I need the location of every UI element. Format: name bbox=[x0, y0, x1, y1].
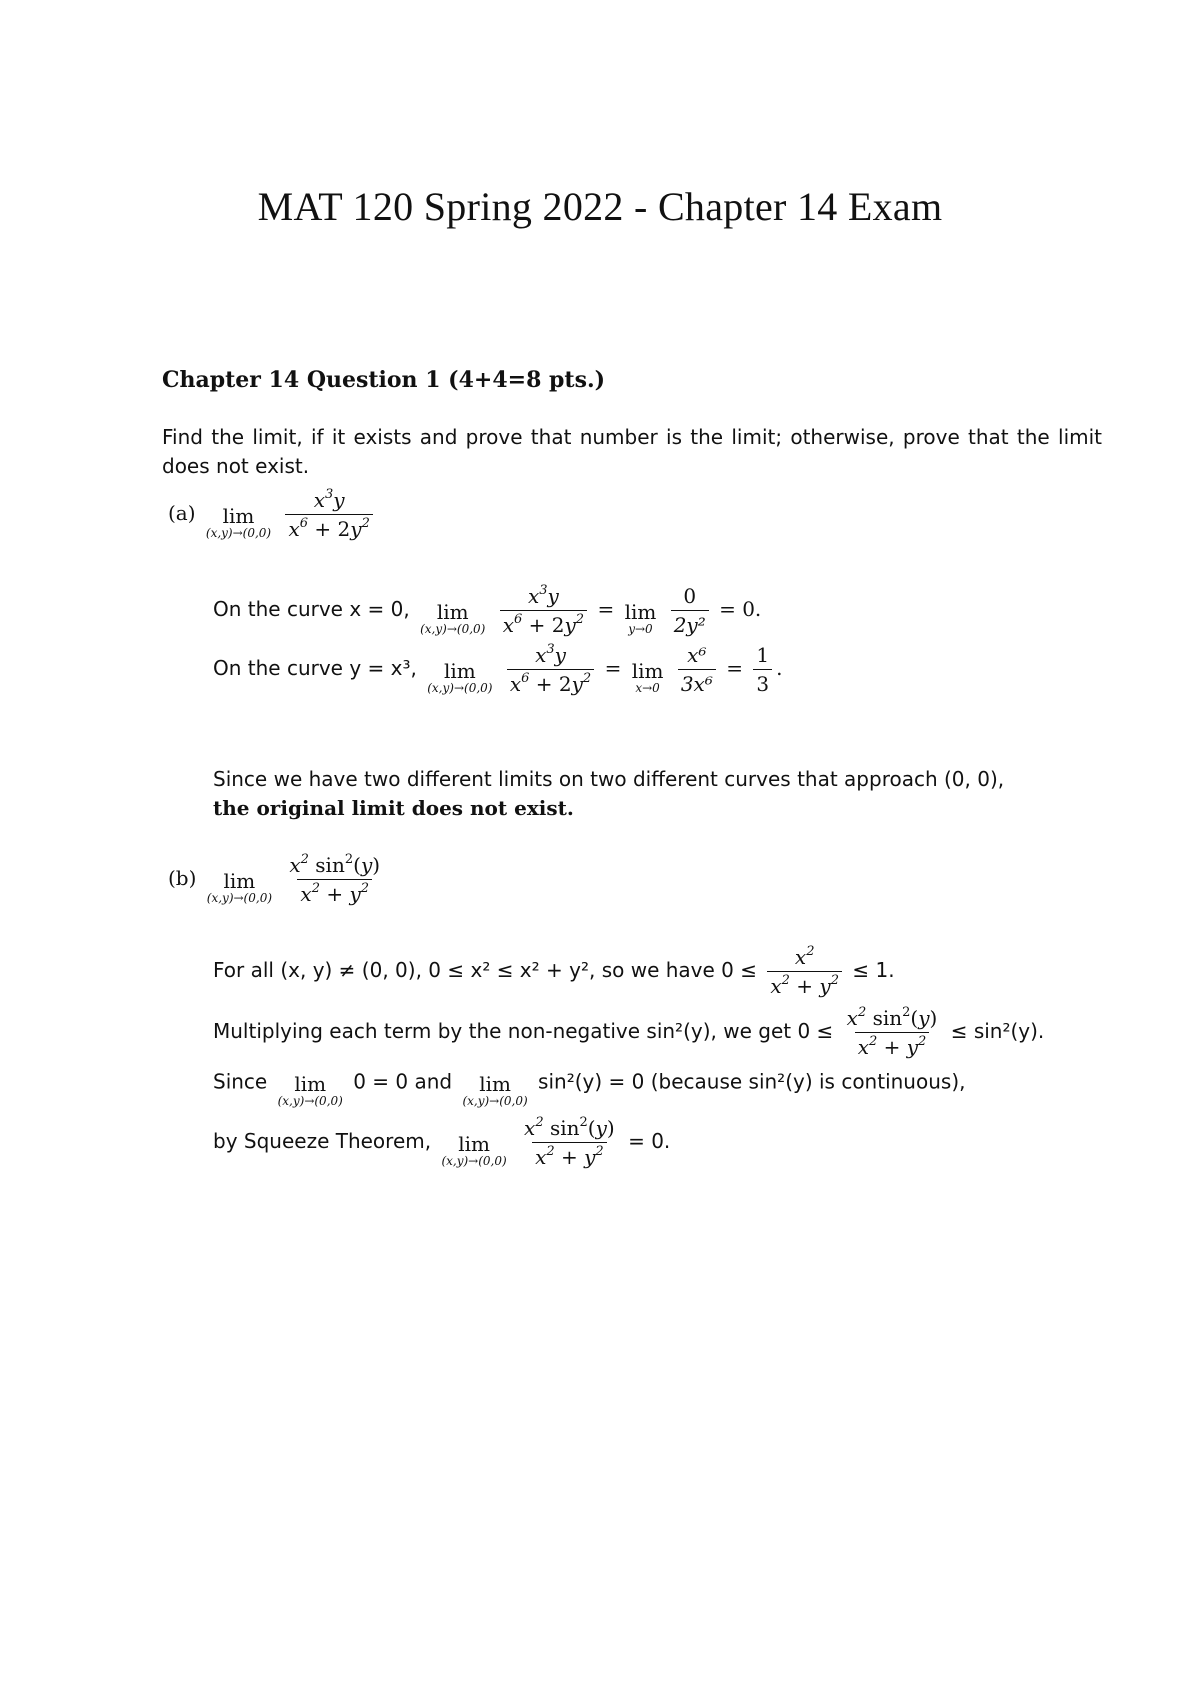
part-b-line2: Multiplying each term by the non-negative sin²(y), we get 0 ≤ $\frac{x^2 \sin^2(y)}{x^2 + y^2}$ ≤ sin²(y). bbox=[213, 1005, 1045, 1059]
part-a-curve1: On the curve x = 0, lim (x,y)→(0,0) $\frac{x^3y}{x^6 + 2y^2}$ = lim y→0 $\frac{0}{\text{2y²}}$ = 0. bbox=[213, 583, 762, 637]
part-a-label: (a) bbox=[168, 501, 196, 525]
part-a-fraction: $\frac{x^3y}{x^6 + 2y^2}$ bbox=[285, 488, 372, 541]
curve1-prefix: On the curve x = 0, bbox=[213, 597, 410, 621]
limit-operator: lim (x,y)→(0,0) bbox=[205, 503, 272, 540]
question-prompt: Find the limit, if it exists and prove that number is the limit; otherwise, prove that the limit does not exist. bbox=[162, 425, 1102, 478]
part-b-statement: (b) lim (x,y)→(0,0) $\frac{x^2 \sin^2(y)}{x^2 + y^2}$ bbox=[168, 852, 381, 906]
part-a-conclusion-1: Since we have two different limits on two different curves that approach (0, 0), bbox=[213, 767, 1005, 791]
part-b-line3: Since lim (x,y)→(0,0) 0 = 0 and lim (x,y)→(0,0) sin²(y) = 0 (because sin²(y) is continuous), bbox=[213, 1069, 966, 1108]
page-title: MAT 120 Spring 2022 - Chapter 14 Exam bbox=[257, 184, 943, 229]
part-a-conclusion-2: the original limit does not exist. bbox=[213, 796, 574, 820]
curve2-prefix: On the curve y = x³, bbox=[213, 656, 417, 680]
part-b-line1: For all (x, y) ≠ (0, 0), 0 ≤ x² ≤ x² + y², so we have 0 ≤ $\frac{x^2}{x^2 + y^2}$ ≤ 1. bbox=[213, 944, 895, 998]
question-heading: Chapter 14 Question 1 (4+4=8 pts.) bbox=[162, 367, 606, 393]
part-a-statement bbox=[168, 488, 377, 541]
part-b-label: (b) bbox=[168, 866, 197, 890]
part-a-curve2: On the curve y = x³, lim (x,y)→(0,0) $\frac{x^3y}{x^6 + 2y^2}$ = lim x→0 $\frac{\text{x⁶}}{\text{3x⁶}}$ = $\frac{1}{3}$ . bbox=[213, 642, 783, 696]
part-b-line4: by Squeeze Theorem, lim (x,y)→(0,0) $\frac{x^2 \sin^2(y)}{x^2 + y^2}$ = 0. bbox=[213, 1115, 671, 1169]
